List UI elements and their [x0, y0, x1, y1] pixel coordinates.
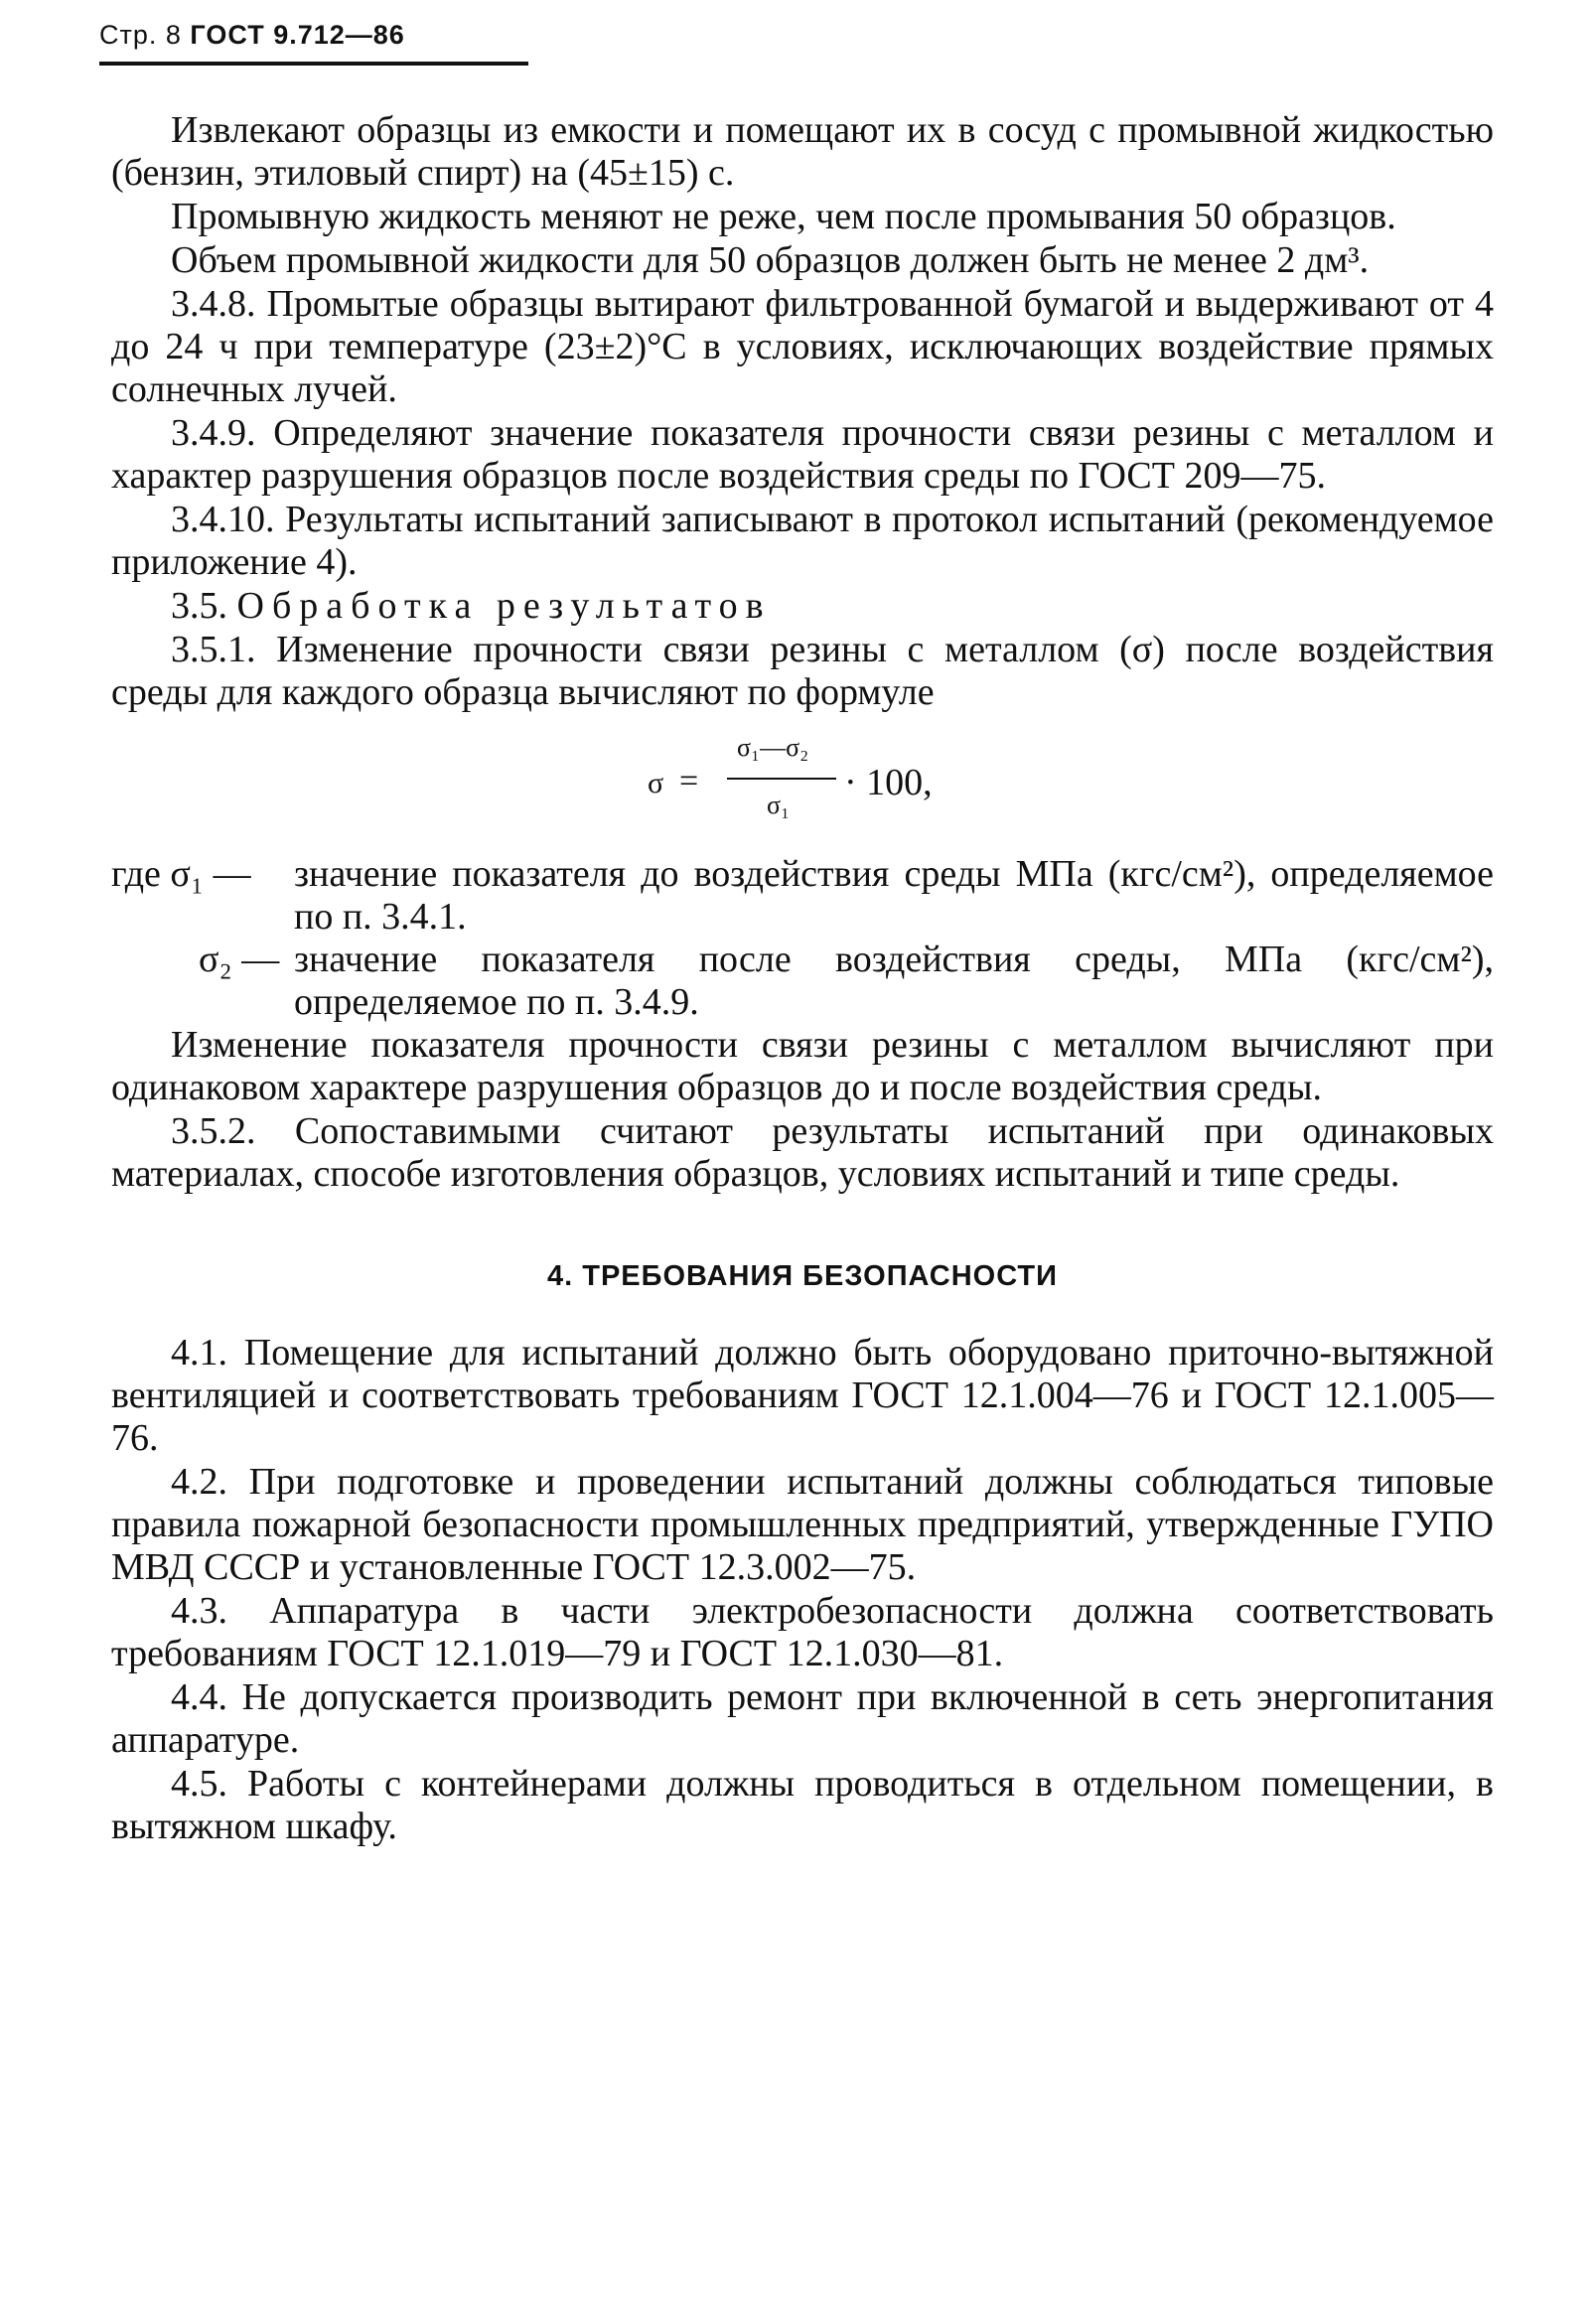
- formula-numerator: σ₁—σ₂: [737, 733, 809, 762]
- paragraph-4-2: 4.2. При подготовке и проведении испытаний должны соблюдаться типовые правила пожарной безопасности промышленных предприятий, утвержденные ГУПО МВД СССР и установленные ГОСТ 12.3.002—75.: [111, 1461, 1494, 1588]
- fraction-bar: [727, 778, 836, 780]
- definition-lead: σ₂ —: [199, 939, 280, 980]
- paragraph: Извлекают образцы из емкости и помещают их в сосуд с промывной жидкостью (бензин, этиловый спирт) на (45±15) с.: [111, 109, 1494, 194]
- definition-sigma1: [111, 853, 1494, 939]
- paragraph-3-5-2: 3.5.2. Сопоставимыми считают результаты испытаний при одинаковых материалах, способе изготовления образцов, условиях испытаний и типе среды.: [111, 1110, 1494, 1195]
- formula-equals: =: [679, 763, 699, 799]
- formula-tail: · 100,: [844, 762, 933, 803]
- definition-sigma2: [111, 939, 1494, 1024]
- subsection-title: Обработка результатов: [236, 585, 772, 627]
- paragraph-3-5-1: 3.5.1. Изменение прочности связи резины с металлом (σ) после воздействия среды для каждого образца вычисляют по формуле: [111, 629, 1494, 713]
- paragraph: Объем промывной жидкости для 50 образцов должен быть не менее 2 дм³.: [171, 239, 1370, 281]
- subsection-heading-3-5: [111, 585, 1494, 628]
- paragraph: Промывную жидкость меняют не реже, чем после промывания 50 образцов.: [171, 196, 1396, 237]
- formula-lhs: σ: [648, 767, 664, 799]
- document-body: [111, 109, 1494, 1849]
- paragraph-4-3: 4.3. Аппаратура в части электробезопасности должна соответствовать требованиям ГОСТ 12.1.019—79 и ГОСТ 12.1.030—81.: [111, 1590, 1494, 1674]
- header-rule: [99, 62, 528, 66]
- paragraph: Изменение показателя прочности связи резины с металлом вычисляют при одинаковом характере разрушения образцов до и после воздействия среды.: [111, 1024, 1494, 1108]
- definition-text: значение показателя после воздействия среды, МПа (кгс/см²), определяемое по п. 3.4.9.: [294, 939, 1494, 1023]
- paragraph-4-1: 4.1. Помещение для испытаний должно быть оборудовано приточно-вытяжной вентиляцией и соответствовать требованиям ГОСТ 12.1.004—76 и ГОСТ 12.1.005—76.: [111, 1332, 1494, 1459]
- definition-lead: где σ₁ —: [111, 853, 251, 895]
- page-number: Стр. 8: [99, 20, 182, 50]
- paragraph-3-4-8: 3.4.8. Промытые образцы вытирают фильтрованной бумагой и выдерживают от 4 до 24 ч при температуре (23±2)°C в условиях, исключающих воздействие прямых солнечных лучей.: [111, 283, 1494, 410]
- page-header: [99, 20, 405, 51]
- paragraph-4-4: 4.4. Не допускается производить ремонт при включенной в сеть энергопитания аппаратуре.: [111, 1676, 1494, 1761]
- formula-denominator: σ₁: [767, 791, 791, 819]
- subsection-number: 3.5.: [171, 585, 227, 627]
- document-code: ГОСТ 9.712—86: [190, 20, 405, 50]
- paragraph-3-4-10: 3.4.10. Результаты испытаний записывают в протокол испытаний (рекомендуемое приложение 4).: [111, 499, 1494, 583]
- formula: [111, 722, 1494, 841]
- paragraph-3-4-9: 3.4.9. Определяют значение показателя прочности связи резины с металлом и характер разрушения образцов после воздействия среды по ГОСТ 209—75.: [111, 412, 1494, 497]
- paragraph-4-5: 4.5. Работы с контейнерами должны проводиться в отдельном помещении, в вытяжном шкафу.: [111, 1763, 1494, 1847]
- section-heading: 4. ТРЕБОВАНИЯ БЕЗОПАСНОСТИ: [547, 1260, 1058, 1292]
- definition-text: значение показателя до воздействия среды МПа (кгс/см²), определяемое по п. 3.4.1.: [294, 853, 1494, 938]
